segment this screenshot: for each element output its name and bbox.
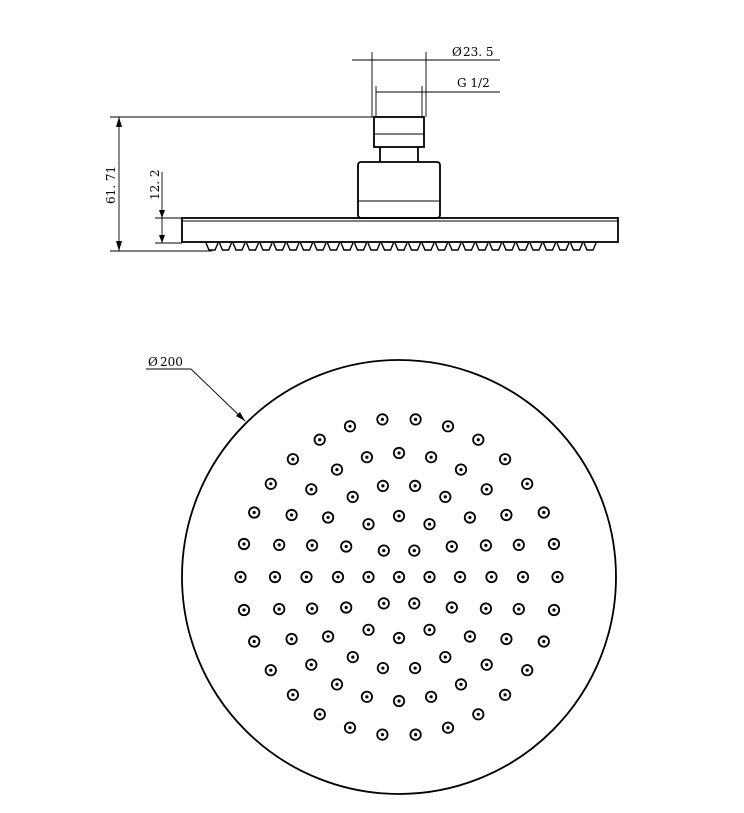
nozzle-center-icon [311, 607, 314, 610]
nozzle-center-icon [430, 695, 433, 698]
nozzle-center-icon [414, 667, 417, 670]
diameter-leader-diagonal [191, 369, 245, 421]
connector-diameter-symbol: Ø [452, 45, 462, 59]
nozzle-center-icon [253, 511, 256, 514]
nozzle-center-icon [414, 418, 417, 421]
nozzle-center-icon [305, 575, 308, 578]
nozzle-center-icon [477, 713, 480, 716]
nozzle-center-icon [397, 451, 400, 454]
thread-label: G 1/2 [457, 76, 490, 90]
side-view [104, 45, 618, 251]
nozzle-center-icon [397, 514, 400, 517]
nozzle-center-icon [367, 523, 370, 526]
nozzle-center-icon [459, 468, 462, 471]
nozzle-center-icon [310, 488, 313, 491]
side-nozzle-icon [449, 243, 461, 250]
nozzle-center-icon [397, 575, 400, 578]
nozzle-center-icon [367, 628, 370, 631]
nozzle-center-icon [428, 575, 431, 578]
nozzle-center-icon [365, 456, 368, 459]
side-nozzle-icon [341, 243, 353, 250]
side-nozzle-icon [287, 243, 299, 250]
nozzle-center-icon [239, 575, 242, 578]
side-nozzle-icon [436, 243, 448, 250]
nozzle-center-icon [414, 733, 417, 736]
side-nozzle-icon [368, 243, 380, 250]
nozzle-center-icon [335, 683, 338, 686]
nozzle-center-icon [521, 575, 524, 578]
nozzle-center-icon [345, 606, 348, 609]
nozzle-center-icon [490, 575, 493, 578]
nozzle-center-icon [504, 458, 507, 461]
side-nozzle-icon [476, 243, 488, 250]
side-nozzle-icon [382, 243, 394, 250]
nozzle-center-icon [397, 699, 400, 702]
nozzle-center-icon [269, 669, 272, 672]
nozzle-center-icon [459, 683, 462, 686]
nozzle-center-icon [556, 575, 559, 578]
nozzle-center-icon [484, 544, 487, 547]
side-nozzle-icon [328, 243, 340, 250]
nozzle-center-icon [367, 575, 370, 578]
nozzle-center-icon [485, 488, 488, 491]
nozzle-center-icon [327, 516, 330, 519]
nozzle-center-icon [542, 511, 545, 514]
nozzle-center-icon [290, 637, 293, 640]
nozzle-center-icon [517, 608, 520, 611]
nozzle-center-icon [273, 575, 276, 578]
nozzle-center-icon [458, 575, 461, 578]
nozzle-center-icon [413, 602, 416, 605]
nozzle-center-icon [242, 542, 245, 545]
nozzle-center-icon [446, 425, 449, 428]
side-nozzle-icon [274, 243, 286, 250]
nozzle-center-icon [318, 713, 321, 716]
side-nozzle-icon [557, 243, 569, 250]
nozzle-center-icon [291, 458, 294, 461]
side-nozzle-icon [260, 243, 272, 250]
dim-arrow-height-top [116, 117, 122, 127]
swivel-housing [358, 162, 440, 218]
nozzle-center-icon [278, 543, 281, 546]
connector-diameter-label: 23. 5 [463, 45, 494, 59]
side-nozzle-icon [395, 243, 407, 250]
nozzle-center-icon [381, 667, 384, 670]
nozzle-center-icon [253, 640, 256, 643]
nozzle-center-icon [336, 575, 339, 578]
nozzle-center-icon [327, 635, 330, 638]
nozzle-center-icon [381, 418, 384, 421]
nozzle-center-icon [413, 549, 416, 552]
nozzle-center-icon [348, 726, 351, 729]
side-nozzle-icon [206, 243, 218, 250]
side-nozzle-icon [220, 243, 232, 250]
nozzle-center-icon [310, 663, 313, 666]
side-nozzle-icon [530, 243, 542, 250]
side-nozzle-icon [571, 243, 583, 250]
top-view [146, 355, 616, 794]
side-nozzle-icon [233, 243, 245, 250]
nozzle-center-icon [381, 733, 384, 736]
side-nozzle-icon [409, 243, 421, 250]
nozzle-center-icon [318, 438, 321, 441]
nozzle-center-icon [382, 602, 385, 605]
nozzle-center-icon [381, 484, 384, 487]
nozzle-center-icon [430, 456, 433, 459]
side-nozzle-icon [314, 243, 326, 250]
nozzle-center-icon [365, 695, 368, 698]
nozzle-center-icon [552, 608, 555, 611]
nozzle-center-icon [450, 545, 453, 548]
nozzle-center-icon [504, 693, 507, 696]
side-nozzle-icon [490, 243, 502, 250]
side-nozzle-icon [463, 243, 475, 250]
nozzle-center-icon [505, 637, 508, 640]
nozzle-center-icon [311, 544, 314, 547]
head-diameter-symbol: Ø [148, 355, 158, 369]
nozzle-center-icon [526, 669, 529, 672]
nozzle-center-icon [351, 495, 354, 498]
nozzle-grid [235, 414, 562, 740]
nozzle-center-icon [484, 607, 487, 610]
nozzle-center-icon [428, 523, 431, 526]
nozzle-center-icon [414, 484, 417, 487]
nozzle-center-icon [446, 726, 449, 729]
connector-nut [374, 117, 424, 147]
plate-thickness-label: 12. 2 [148, 169, 162, 200]
nozzle-center-icon [335, 468, 338, 471]
side-nozzle-icon [422, 243, 434, 250]
dim-arrow-height-bottom [116, 241, 122, 251]
shower-plate [182, 218, 618, 242]
side-nozzle-icon [584, 243, 596, 250]
nozzle-center-icon [348, 425, 351, 428]
nozzle-center-icon [526, 482, 529, 485]
nozzle-center-icon [468, 516, 471, 519]
side-nozzle-icon [544, 243, 556, 250]
nozzle-center-icon [444, 656, 447, 659]
nozzle-center-icon [517, 543, 520, 546]
nozzle-center-icon [485, 663, 488, 666]
nozzle-center-icon [428, 628, 431, 631]
nozzle-center-icon [542, 640, 545, 643]
side-nozzle-icon [247, 243, 259, 250]
nozzle-center-icon [552, 542, 555, 545]
nozzle-center-icon [269, 482, 272, 485]
side-nozzle-icon [301, 243, 313, 250]
nozzle-center-icon [444, 495, 447, 498]
nozzle-center-icon [468, 635, 471, 638]
side-nozzle-icon [355, 243, 367, 250]
nozzle-center-icon [477, 438, 480, 441]
nozzle-center-icon [351, 656, 354, 659]
nozzle-center-icon [278, 608, 281, 611]
side-nozzle-icon [517, 243, 529, 250]
nozzle-center-icon [291, 693, 294, 696]
head-diameter-label: 200 [160, 355, 183, 369]
nozzle-center-icon [505, 513, 508, 516]
side-nozzle-row [206, 243, 596, 250]
side-nozzle-icon [503, 243, 515, 250]
dim-arrow-plate-bottom [159, 235, 165, 243]
nozzle-center-icon [290, 513, 293, 516]
nozzle-center-icon [397, 636, 400, 639]
total-height-label: 61. 71 [104, 165, 118, 204]
nozzle-center-icon [382, 549, 385, 552]
nozzle-center-icon [450, 606, 453, 609]
nozzle-center-icon [345, 545, 348, 548]
nozzle-center-icon [242, 608, 245, 611]
dim-arrow-plate-top [159, 210, 165, 218]
